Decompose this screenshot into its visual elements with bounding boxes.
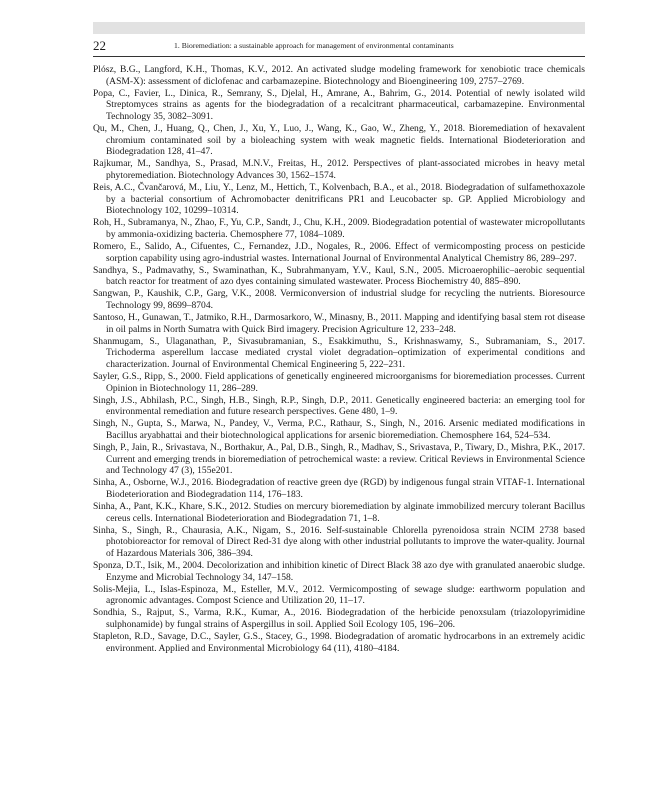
reference-item: Plósz, B.G., Langford, K.H., Thomas, K.V., 2012. An activated sludge modeling framework for xenobiotic trace chemicals (ASM-X): assessment of diclofenac and carbamazepine. Biotechnology and Bioengineering 109, 2757–2769. xyxy=(93,64,585,87)
reference-item: Singh, J.S., Abhilash, P.C., Singh, H.B., Singh, R.P., Singh, D.P., 2011. Genetically engineered bacteria: an emerging tool for environmental remediation and future research perspectives. Gene 480, 1–9. xyxy=(93,394,585,418)
reference-item: Sandhya, S., Padmavathy, S., Swaminathan, K., Subrahmanyam, Y.V., Kaul, S.N., 2005. Microaerophilic–aerobic sequential batch reactor for treatment of azo dyes containing simulated wastewater. Process Biochemistry 40, 885–890. xyxy=(93,264,585,288)
reference-item: Rajkumar, M., Sandhya, S., Prasad, M.N.V., Freitas, H., 2012. Perspectives of plant-associated microbes in heavy metal phytoremediation. Biotechnology Advances 30, 1562–1574. xyxy=(93,158,585,181)
reference-item: Sondhia, S., Rajput, S., Varma, R.K., Kumar, A., 2016. Biodegradation of the herbicide penoxsulam (triazolopyrimidine sulphonamide) by fungal strains of Aspergillus in soil. Applied Soil Ecology 105, 196–206. xyxy=(93,607,585,630)
reference-item: Santoso, H., Gunawan, T., Jatmiko, R.H., Darmosarkoro, W., Minasny, B., 2011. Mapping and identifying basal stem rot disease in oil palms in North Sumatra with Quick Bird imagery. Precision Agriculture 12, 233–248. xyxy=(93,311,585,335)
reference-item: Roh, H., Subramanya, N., Zhao, F., Yu, C.P., Sandt, J., Chu, K.H., 2009. Biodegradation potential of wastewater micropollutants by ammonia-oxidizing bacteria. Chemosphere 77, 1084–1089. xyxy=(93,217,585,240)
reference-item: Solis-Mejia, L., Islas-Espinoza, M., Esteller, M.V., 2012. Vermicomposting of sewage sludge: earthworm population and agronomic advantages. Compost Science and Utilization 20, 11–17. xyxy=(93,583,585,607)
reference-item: Shanmugam, S., Ulaganathan, P., Sivasubramanian, S., Esakkimuthu, S., Krishnaswamy, S., Subramaniam, S., 2017. Trichoderma asperellum laccase mediated crystal violet degradation–optimization of experimental conditions and characterization. Journal of Environmental Chemical Engineering 5, 222–231. xyxy=(93,335,585,370)
reference-list xyxy=(93,64,585,655)
page-number: 22 xyxy=(93,38,106,53)
reference-item: Stapleton, R.D., Savage, D.C., Sayler, G.S., Stacey, G., 1998. Biodegradation of aromatic hydrocarbons in an extremely acidic environment. Applied and Environmental Microbiology 64 (11), 4180–4184. xyxy=(93,631,585,654)
reference-item: Romero, E., Salido, A., Cifuentes, C., Fernandez, J.D., Nogales, R., 2006. Effect of vermicomposting process on pesticide sorption capability using agro-industrial wastes. International Journal of Environmental Analytical Chemistry 86, 289–297. xyxy=(93,240,585,264)
reference-item: Reis, A.C., Čvančarová, M., Liu, Y., Lenz, M., Hettich, T., Kolvenbach, B.A., et al., 2018. Biodegradation of sulfamethoxazole by a bacterial consortium of Achromobacter denitrificans PR1 and Leucobacter sp. GP. Applied Microbiology and Biotechnology 102, 10299–10314. xyxy=(93,181,585,217)
header-rule xyxy=(93,56,585,57)
header-bar xyxy=(93,22,585,34)
reference-item: Sinha, A., Pant, K.K., Khare, S.K., 2012. Studies on mercury bioremediation by alginate immobilized mercury tolerant Bacillus cereus cells. International Biodeterioration and Biodegradation 71, 1–8. xyxy=(93,500,585,524)
reference-item: Singh, N., Gupta, S., Marwa, N., Pandey, V., Verma, P.C., Rathaur, S., Singh, N., 2016. Arsenic mediated modifications in Bacillus aryabhattai and their biotechnological applications for arsenic bioremediation. Chemosphere 164, 524–534. xyxy=(93,418,585,441)
reference-item: Sangwan, P., Kaushik, C.P., Garg, V.K., 2008. Vermiconversion of industrial sludge for recycling the nutrients. Bioresource Technology 99, 8699–8704. xyxy=(93,288,585,311)
reference-item: Sponza, D.T., Isik, M., 2004. Decolorization and inhibition kinetic of Direct Black 38 azo dye with granulated anaerobic sludge. Enzyme and Microbial Technology 34, 147–158. xyxy=(93,559,585,583)
reference-item: Singh, P., Jain, R., Srivastava, N., Borthakur, A., Pal, D.B., Singh, R., Madhav, S., Srivastava, P., Tiwary, D., Mishra, P.K., 2017. Current and emerging trends in bioremediation of petrochemical waste: a review. Critical Reviews in Environmental Science and Technology 47 (3), 155e201. xyxy=(93,442,585,477)
running-head: 1. Bioremediation: a sustainable approach for management of environmental contaminants xyxy=(174,41,454,50)
reference-item: Qu, M., Chen, J., Huang, Q., Chen, J., Xu, Y., Luo, J., Wang, K., Gao, W., Zheng, Y., 2018. Bioremediation of hexavalent chromium contaminated soil by a bioleaching system with weak magnetic fields. International Biodeterioration and Biodegradation 128, 41–47. xyxy=(93,122,585,158)
reference-item: Sinha, S., Singh, R., Chaurasia, A.K., Nigam, S., 2016. Self-sustainable Chlorella pyrenoidosa strain NCIM 2738 based photobioreactor for removal of Direct Red-31 dye along with other industrial pollutants to improve the water-quality. Journal of Hazardous Materials 306, 386–394. xyxy=(93,524,585,559)
reference-item: Popa, C., Favier, L., Dinica, R., Semrany, S., Djelal, H., Amrane, A., Bahrim, G., 2014. Potential of newly isolated wild Streptomyces strains as agents for the biodegradation of a recalcitrant pharmaceutical, carbamazepine. Environmental Technology 35, 3082–3091. xyxy=(93,87,585,122)
reference-item: Sayler, G.S., Ripp, S., 2000. Field applications of genetically engineered microorganisms for bioremediation processes. Current Opinion in Biotechnology 11, 286–289. xyxy=(93,370,585,394)
reference-item: Sinha, A., Osborne, W.J., 2016. Biodegradation of reactive green dye (RGD) by indigenous fungal strain VITAF-1. International Biodeterioration and Biodegradation 114, 176–183. xyxy=(93,477,585,500)
